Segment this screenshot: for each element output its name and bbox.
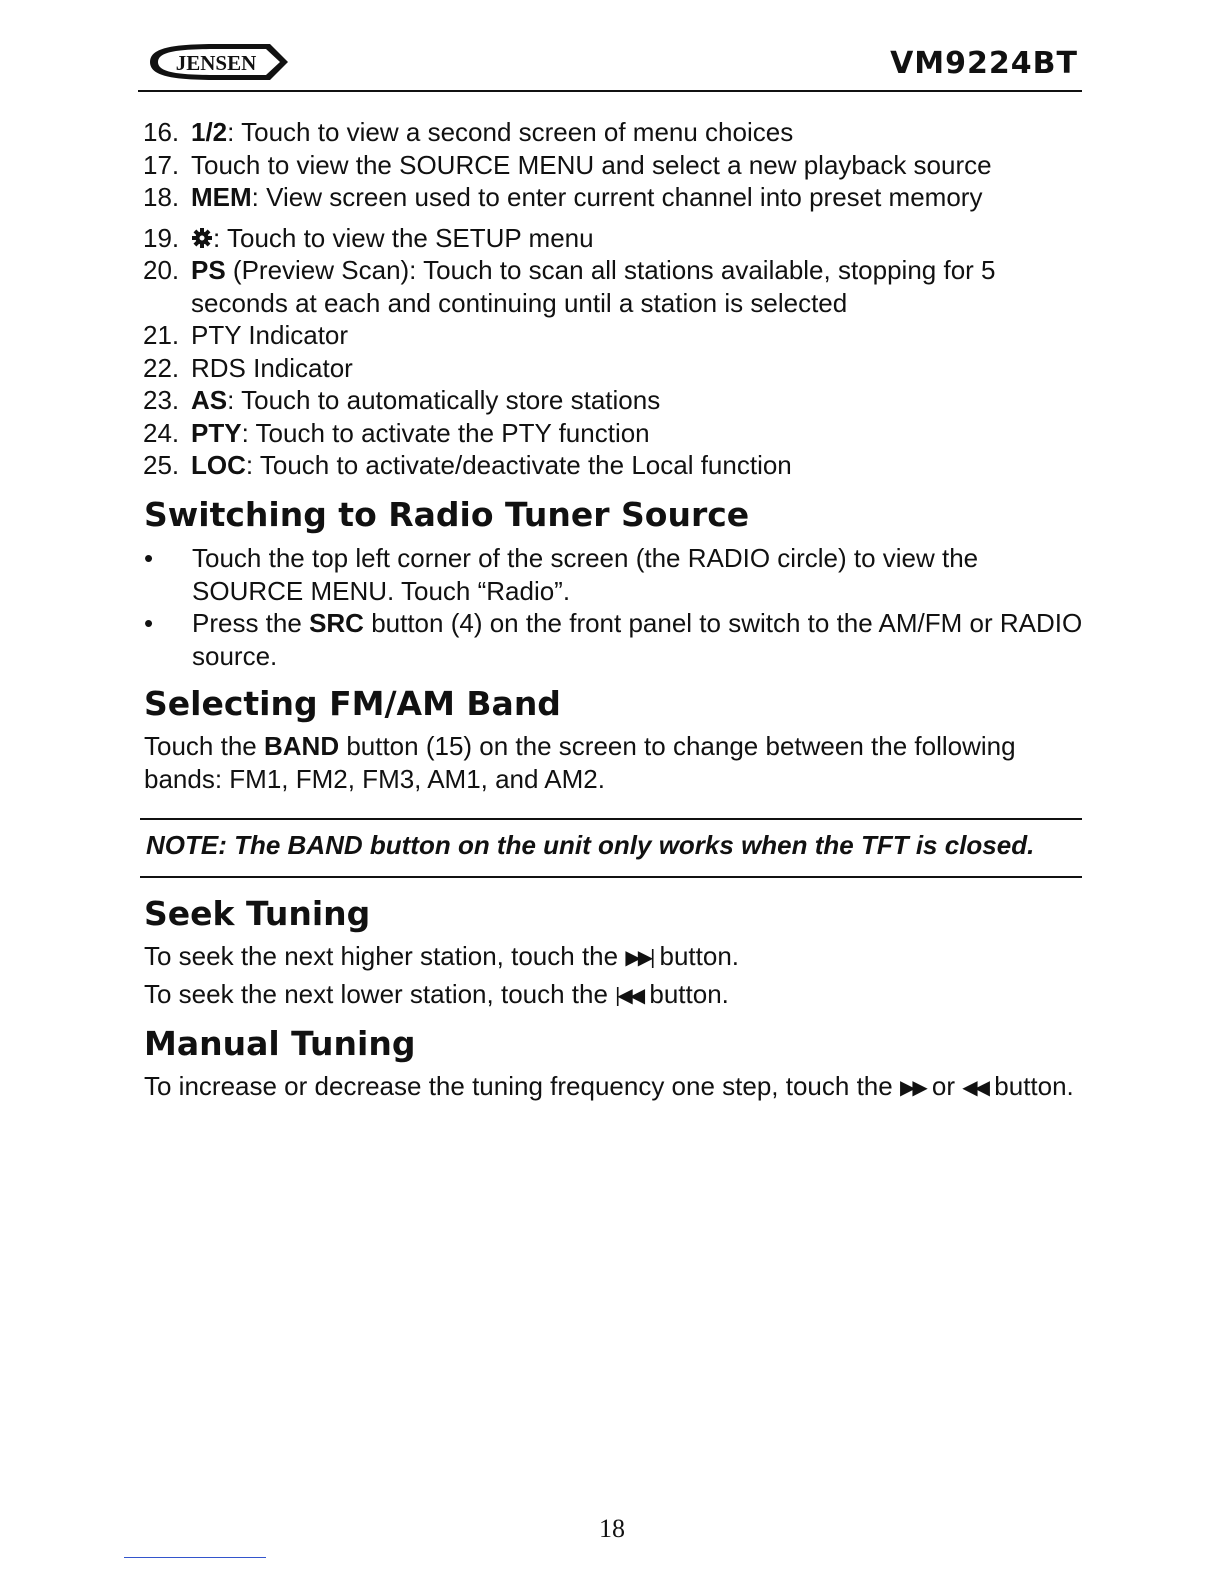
- list-item: 17. Touch to view the SOURCE MENU and select a new playback source: [143, 149, 992, 180]
- page-header: [138, 38, 1082, 92]
- footer-rule: [124, 1557, 266, 1558]
- heading-manual: Manual Tuning: [144, 1024, 416, 1063]
- note-text: NOTE: The BAND button on the unit only works when the TFT is closed.: [146, 830, 1035, 860]
- list-item: • Press the SRC button (4) on the front panel to switch to the AM/FM or RADIO source.: [144, 608, 1083, 671]
- list-item: 18. MEM: View screen used to enter current channel into preset memory: [143, 182, 983, 212]
- rewind-icon: ◀◀: [962, 1077, 988, 1099]
- previous-track-icon: |◀◀: [615, 985, 643, 1007]
- manual-paragraph: To increase or decrease the tuning frequency one step, touch the ▶▶ or ◀◀ button.: [144, 1071, 1074, 1101]
- list-item: 23. AS: Touch to automatically store stations: [143, 385, 661, 415]
- list-item: 22. RDS Indicator: [143, 352, 353, 383]
- list-item: 19. : Touch to view the SETUP menu: [143, 222, 594, 253]
- jensen-logo: [142, 40, 292, 84]
- list-item: 20. PS (Preview Scan): Touch to scan all stations available, stopping for 5 seconds at each and continuing until a station is selected: [143, 255, 996, 318]
- next-track-icon: ▶▶|: [625, 947, 653, 969]
- radio-tuner-bullets: [144, 542, 1084, 672]
- model-number: VM9224BT: [890, 46, 1078, 81]
- seek-line-2: To seek the next lower station, touch the |◀◀ button.: [144, 979, 729, 1009]
- heading-band: Selecting FM/AM Band: [144, 684, 561, 723]
- band-paragraph: Touch the BAND button (15) on the screen to change between the following bands: FM1, FM2, FM3, AM1, and AM2.: [144, 731, 1016, 794]
- fast-forward-icon: ▶▶: [899, 1077, 925, 1099]
- seek-line-1: To seek the next higher station, touch the ▶▶| button.: [144, 941, 740, 971]
- list-item: 24. PTY: Touch to activate the PTY function: [143, 417, 650, 448]
- brand-text: JENSEN: [175, 51, 257, 75]
- list-item: • Touch the top left corner of the screen (the RADIO circle) to view the SOURCE MENU. Touch “Radio”.: [144, 543, 979, 606]
- heading-radio-tuner: Switching to Radio Tuner Source: [144, 495, 750, 534]
- page-number: 18: [599, 1514, 625, 1543]
- legend-list: [143, 116, 1083, 482]
- list-item: 21. PTY Indicator: [143, 320, 349, 350]
- heading-seek: Seek Tuning: [144, 894, 371, 933]
- list-item: 25. LOC: Touch to activate/deactivate the Local function: [143, 450, 792, 480]
- list-item: 16. 1/2: Touch to view a second screen of menu choices: [143, 117, 794, 147]
- gear-icon: [191, 227, 213, 249]
- note-box: [140, 818, 1082, 878]
